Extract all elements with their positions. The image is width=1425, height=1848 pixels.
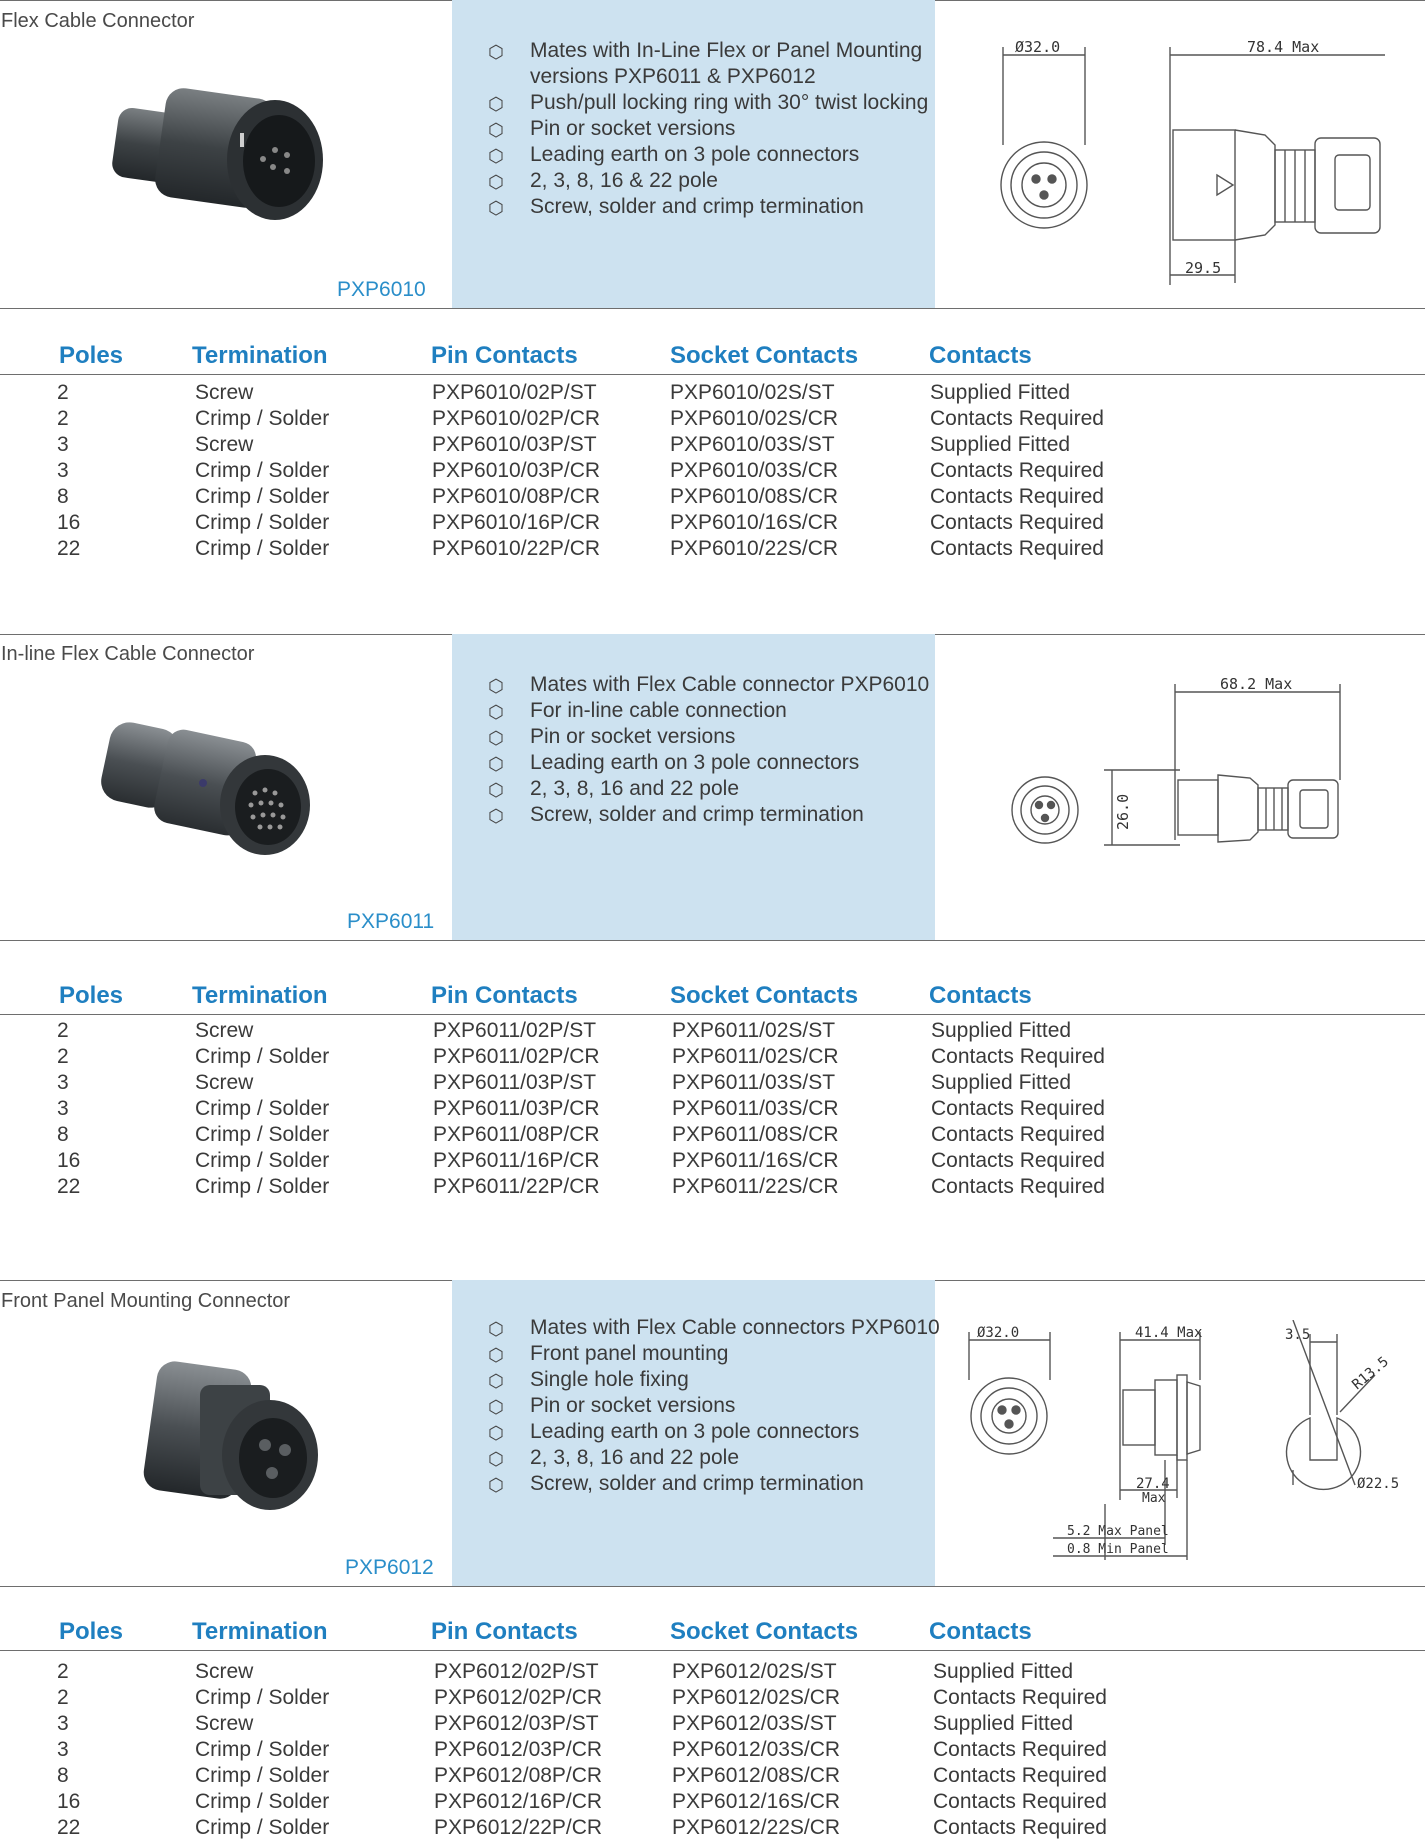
hexagon-bullet-icon: ⬡ [488,94,504,114]
dimension-drawing [955,1320,1420,1560]
table-row: 16 Crimp / Solder PXP6012/16P/CR PXP6012/16S/CR Contacts Required [57,1790,1107,1813]
table-row: 2 Crimp / Solder PXP6010/02P/CR PXP6010/02S/CR Contacts Required [57,407,1104,430]
hexagon-bullet-icon: ⬡ [488,728,504,748]
table-row: 3 Screw PXP6012/03P/ST PXP6012/03S/ST Supplied Fitted [57,1712,1074,1735]
hexagon-bullet-icon: ⬡ [488,120,504,140]
col-pin-contacts: Pin Contacts [431,1618,578,1645]
col-termination: Termination [192,342,328,369]
product-code: PXP6012 [345,1556,434,1579]
feature-item: ⬡ Leading earth on 3 pole connectors [488,1419,940,1445]
connector-photo [95,705,335,865]
dim-flat: 3.5 [1285,1327,1311,1343]
col-socket-contacts: Socket Contacts [670,982,859,1009]
col-contacts: Contacts [929,1618,1032,1645]
feature-list [488,1315,940,1497]
header-rule [0,1650,1425,1651]
col-pin-contacts: Pin Contacts [431,342,578,369]
connector-photo [140,1355,340,1525]
table-row: 3 Screw PXP6010/03P/ST PXP6010/03S/ST Supplied Fitted [57,433,1071,456]
dim-hole: Ø22.5 [1357,1476,1400,1492]
feature-item: ⬡ Mates with Flex Cable connectors PXP6010 [488,1315,940,1341]
table-row: 22 Crimp / Solder PXP6012/22P/CR PXP6012/22S/CR Contacts Required [57,1816,1107,1839]
col-contacts: Contacts [929,982,1032,1009]
hexagon-bullet-icon: ⬡ [488,754,504,774]
dim-panel-min: 0.8 Min Panel [1067,1542,1169,1557]
section-title: Front Panel Mounting Connector [1,1290,291,1312]
col-socket-contacts: Socket Contacts [670,342,859,369]
table-row: 16 Crimp / Solder PXP6010/16P/CR PXP6010/16S/CR Contacts Required [57,511,1104,534]
table-row: 3 Crimp / Solder PXP6010/03P/CR PXP6010/03S/CR Contacts Required [57,459,1104,482]
col-termination: Termination [192,982,328,1009]
col-poles: Poles [59,982,124,1009]
section-rule [0,308,1425,309]
section-title: Flex Cable Connector [1,10,195,32]
feature-item: ⬡ 2, 3, 8, 16 & 22 pole [488,168,940,194]
hexagon-bullet-icon: ⬡ [488,806,504,826]
feature-item: ⬡ Pin or socket versions [488,1393,940,1419]
header-rule [0,374,1425,375]
feature-item: ⬡ Screw, solder and crimp termination [488,1471,940,1497]
header-rule [0,1014,1425,1015]
dim-body: 27.4 [1136,1476,1170,1492]
table-row: 16 Crimp / Solder PXP6011/16P/CR PXP6011/16S/CR Contacts Required [57,1149,1105,1172]
feature-list [488,672,940,828]
hexagon-bullet-icon: ⬡ [488,702,504,722]
col-termination: Termination [192,1618,328,1645]
hexagon-bullet-icon: ⬡ [488,42,504,62]
feature-item: ⬡ 2, 3, 8, 16 and 22 pole [488,776,940,802]
section-rule [0,1586,1425,1587]
feature-item: ⬡ Push/pull locking ring with 30° twist locking [488,90,940,116]
hexagon-bullet-icon: ⬡ [488,1371,504,1391]
parts-table [0,1659,1425,1841]
dim-length: 78.4 Max [1247,38,1320,56]
hexagon-bullet-icon: ⬡ [488,1319,504,1339]
connector-photo [75,55,365,250]
feature-item: ⬡ Single hole fixing [488,1367,940,1393]
hexagon-bullet-icon: ⬡ [488,1475,504,1495]
dim-diameter: Ø32.0 [1015,38,1061,56]
dim-panel-max: 5.2 Max Panel [1067,1524,1169,1539]
product-code: PXP6010 [337,278,426,301]
dim-height: 26.0 [1114,793,1132,830]
table-row: 2 Screw PXP6011/02P/ST PXP6011/02S/ST Supplied Fitted [57,1019,1072,1042]
features-panel [452,0,935,308]
table-row: 3 Crimp / Solder PXP6012/03P/CR PXP6012/03S/CR Contacts Required [57,1738,1107,1761]
table-row: 8 Crimp / Solder PXP6010/08P/CR PXP6010/08S/CR Contacts Required [57,485,1104,508]
dim-length: 68.2 Max [1220,675,1293,693]
hexagon-bullet-icon: ⬡ [488,1345,504,1365]
table-row: 3 Crimp / Solder PXP6011/03P/CR PXP6011/03S/CR Contacts Required [57,1097,1105,1120]
table-row: 22 Crimp / Solder PXP6011/22P/CR PXP6011/22S/CR Contacts Required [57,1175,1105,1198]
col-contacts: Contacts [929,342,1032,369]
feature-item: ⬡ For in-line cable connection [488,698,940,724]
product-code: PXP6011 [347,910,435,933]
feature-item: ⬡ Front panel mounting [488,1341,940,1367]
hexagon-bullet-icon: ⬡ [488,1397,504,1417]
feature-item: ⬡ Screw, solder and crimp termination [488,194,940,220]
feature-item: ⬡ Mates with Flex Cable connector PXP6010 [488,672,940,698]
dim-diameter: Ø32.0 [977,1325,1020,1341]
section-title: In-line Flex Cable Connector [1,643,255,665]
hexagon-bullet-icon: ⬡ [488,146,504,166]
col-poles: Poles [59,1618,124,1645]
hexagon-bullet-icon: ⬡ [488,780,504,800]
table-row: 22 Crimp / Solder PXP6010/22P/CR PXP6010/22S/CR Contacts Required [57,537,1104,560]
feature-item: ⬡ 2, 3, 8, 16 and 22 pole [488,1445,940,1471]
dimension-drawing [985,35,1405,290]
hexagon-bullet-icon: ⬡ [488,676,504,696]
table-row: 8 Crimp / Solder PXP6012/08P/CR PXP6012/08S/CR Contacts Required [57,1764,1107,1787]
col-pin-contacts: Pin Contacts [431,982,578,1009]
feature-item: ⬡ Screw, solder and crimp termination [488,802,940,828]
feature-item: ⬡ Pin or socket versions [488,724,940,750]
table-row: 3 Screw PXP6011/03P/ST PXP6011/03S/ST Supplied Fitted [57,1071,1072,1094]
col-socket-contacts: Socket Contacts [670,1618,859,1645]
parts-table [0,380,1425,562]
dim-length: 41.4 Max [1135,1325,1203,1341]
features-panel [452,1280,940,1586]
hexagon-bullet-icon: ⬡ [488,1449,504,1469]
feature-item: ⬡ Pin or socket versions [488,116,940,142]
table-row: 2 Screw PXP6012/02P/ST PXP6012/02S/ST Supplied Fitted [57,1660,1074,1683]
section-rule [0,940,1425,941]
table-row: 2 Crimp / Solder PXP6012/02P/CR PXP6012/02S/CR Contacts Required [57,1686,1107,1709]
hexagon-bullet-icon: ⬡ [488,172,504,192]
dim-body-max: Max [1142,1491,1166,1506]
hexagon-bullet-icon: ⬡ [488,1423,504,1443]
table-row: 8 Crimp / Solder PXP6011/08P/CR PXP6011/08S/CR Contacts Required [57,1123,1105,1146]
dim-sub: 29.5 [1185,259,1222,277]
feature-item: ⬡ Leading earth on 3 pole connectors [488,750,940,776]
table-row: 2 Crimp / Solder PXP6011/02P/CR PXP6011/02S/CR Contacts Required [57,1045,1105,1068]
feature-list [488,38,940,220]
feature-item: ⬡ Leading earth on 3 pole connectors [488,142,940,168]
hexagon-bullet-icon: ⬡ [488,198,504,218]
features-panel [452,634,935,940]
parts-table [0,1018,1425,1200]
col-poles: Poles [59,342,124,369]
table-row: 2 Screw PXP6010/02P/ST PXP6010/02S/ST Supplied Fitted [57,381,1071,404]
dimension-drawing [1000,670,1400,870]
dim-radius: R13.5 [1349,1353,1392,1394]
feature-item: ⬡ Mates with In-Line Flex or Panel Mounting versions PXP6011 & PXP6012 [488,39,923,88]
